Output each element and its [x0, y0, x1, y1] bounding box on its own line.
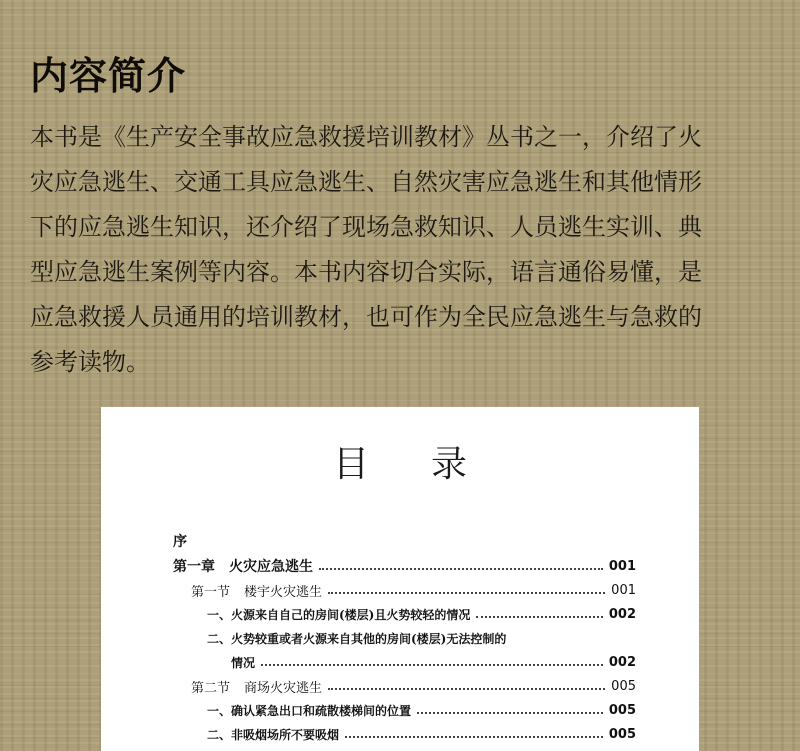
toc-item-text: 一、火源来自自己的房间(楼层)且火势较轻的情况 [207, 607, 471, 622]
toc-section-name: 商场火灾逃生 [244, 680, 323, 696]
toc-page-number: 005 [608, 726, 636, 742]
toc-page-number: 002 [608, 654, 636, 670]
intro-paragraph [30, 118, 774, 388]
toc-leader [476, 614, 603, 618]
toc-section-row [191, 676, 636, 696]
toc-item-text: 情况 [231, 655, 256, 670]
toc-item-text: 一、确认紧急出口和疏散楼梯间的位置 [207, 703, 412, 718]
toc-item-text: 二、火势较重或者火源来自其他的房间(楼层)无法控制的 [207, 631, 507, 646]
toc-item-text: 二、非吸烟场所不要吸烟 [207, 727, 340, 742]
toc-leader [319, 566, 603, 570]
intro-line: 应急救援人员通用的培训教材，也可作为全民应急逃生与急救的 [30, 303, 702, 331]
toc-title: 目录 [332, 444, 529, 485]
toc-page-number: 001 [611, 582, 636, 598]
intro-line: 型应急逃生案例等内容。本书内容切合实际，语言通俗易懂，是 [30, 258, 702, 286]
toc-item-row [207, 628, 636, 648]
intro-line: 参考读物。 [30, 348, 150, 376]
toc-page-number: 002 [608, 606, 636, 622]
toc-page-number: 005 [608, 702, 636, 718]
toc-page [101, 407, 699, 751]
toc-item-row [207, 604, 636, 624]
toc-section-row [191, 580, 636, 600]
toc-item-row [207, 724, 636, 744]
toc-preface-label: 序 [173, 534, 187, 550]
toc-chapter-name: 火灾应急逃生 [229, 559, 313, 575]
toc-section-name: 楼宇火灾逃生 [244, 584, 323, 600]
intro-line: 本书是《生产安全事故应急救援培训教材》丛书之一，介绍了火 [30, 123, 702, 151]
toc-leader [345, 734, 603, 738]
toc-chapter-num: 第一章 [173, 559, 215, 575]
toc-leader [417, 710, 603, 714]
toc-page-number: 001 [608, 558, 636, 574]
toc-leader [328, 590, 605, 594]
intro-line: 灾应急逃生、交通工具应急逃生、自然灾害应急逃生和其他情形 [30, 168, 702, 196]
intro-title: 内容简介 [30, 53, 187, 98]
toc-preface [173, 531, 709, 551]
toc-item-row [207, 700, 636, 720]
toc-section-num: 第二节 [191, 680, 231, 696]
toc-section-num: 第一节 [191, 584, 231, 600]
intro-line: 下的应急逃生知识，还介绍了现场急救知识、人员逃生实训、典 [30, 213, 702, 241]
toc-chapter-row [173, 556, 636, 576]
toc-leader [328, 686, 605, 690]
toc-leader [261, 662, 603, 666]
toc-item-row-continued [231, 652, 636, 672]
toc-page-number: 005 [611, 678, 636, 694]
